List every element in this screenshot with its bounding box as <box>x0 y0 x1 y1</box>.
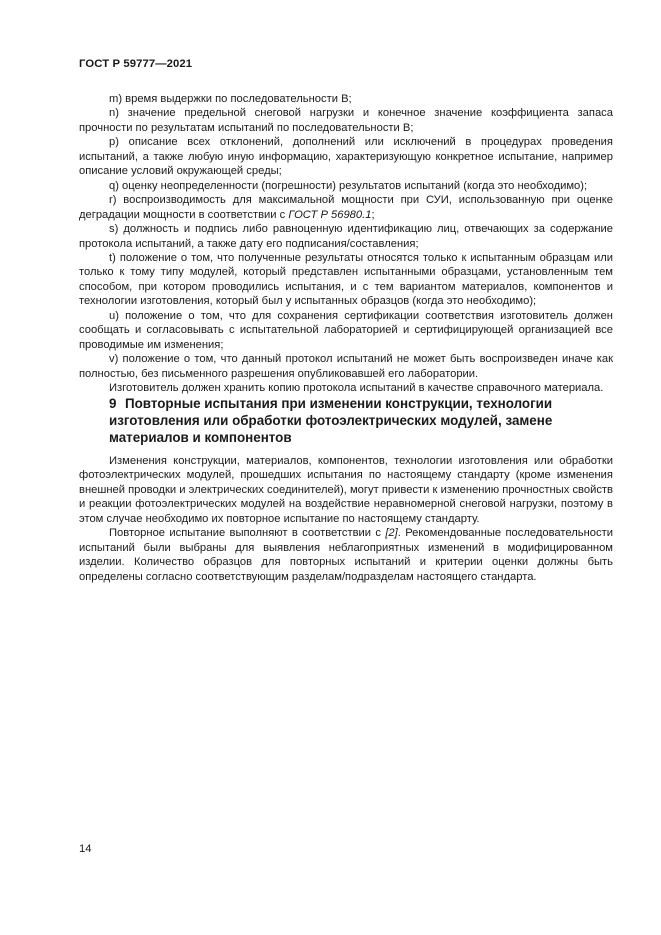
section-paragraph-1: Изменения конструкции, материалов, компонентов, технологии изготовления или обработки фотоэлектрических модулей, прошедших испытания по настоящему стандарту (кроме изменения внешней проводки и электрических соединителей), могут привести к изменению прочностных свойств и реакции фотоэлектрических модулей на воздействие неравномерной снеговой нагрузки, поэтому в этом случае необходимо их повторное испытание по настоящему стандарту. <box>79 455 613 525</box>
list-item-r-text: r) воспроизводимость для максимальной мощности при СУИ, использованную при оценке деградации мощности в соответствии с <box>79 194 613 221</box>
page-number: 14 <box>79 843 92 855</box>
list-item-n: n) значение предельной снеговой нагрузки и конечное значение коэффициента запаса прочности по результатам испытаний по последовательности В; <box>79 107 613 134</box>
closing-paragraph: Изготовитель должен хранить копию протокола испытаний в качестве справочного материала. <box>109 382 604 395</box>
list-item-v: v) положение о том, что данный протокол испытаний не может быть воспроизведен иначе как полностью, без письменного разрешения опубликовавшей его лаборатории. <box>79 353 613 380</box>
list-item-s: s) должность и подпись либо равноценную идентификацию лиц, отвечающих за содержание протокола испытаний, а также дату его подписания/составления; <box>79 223 613 250</box>
list-item-q: q) оценку неопределенности (погрешности) результатов испытаний (когда это необходимо); <box>109 179 588 192</box>
section-paragraph-2-rest: . Рекомендованные последовательности испытаний были выбраны для выявления неблагоприятных изменений в модифицированном изделии. Количество образцов для повторных испытаний и критерии оценки должны быть определены согласно соответствующим разделам/подразделам настоящего стандарта. <box>79 527 613 583</box>
section-heading <box>109 396 599 446</box>
standard-reference: ГОСТ Р 56980.1 <box>288 208 372 221</box>
list-item-u: u) положение о том, что для сохранения сертификации соответствия изготовитель должен сообщать и согласовывать с испытательной лабораторией и сертифицирующей организацией все проводимые им изменения; <box>79 309 613 351</box>
list-item-r-end: ; <box>371 208 375 221</box>
document-header: ГОСТ Р 59777—2021 <box>79 58 193 70</box>
section-number: 9 <box>109 396 117 411</box>
list-item-m: m) время выдержки по последовательности В; <box>109 93 352 105</box>
list-block <box>79 92 613 396</box>
list-item-p: p) описание всех отклонений, дополнений или исключений в процедурах проведения испытаний, а также любую иную информацию, характеризующую конкретное испытание, например описание условий окружающей среды; <box>79 136 613 178</box>
section-body <box>79 454 613 584</box>
list-item-r <box>79 193 613 222</box>
bibliography-reference: [2] <box>385 527 398 540</box>
section-paragraph-2-text: Повторное испытание выполняют в соответствии с <box>109 527 386 540</box>
section-paragraph-2 <box>79 526 613 584</box>
section-title: Повторные испытания при изменении конструкции, технологии изготовления или обработки фотоэлектрических модулей, замене материалов и компонентов <box>109 396 553 445</box>
list-item-t: t) положение о том, что полученные результаты относятся только к испытанным образцам или только к тому типу модулей, который представлен испытанными образцами, установленным тем способом, при котором проводились испытания, и с тем вариантом материалов, компонентов и технологии изготовления, который был у испытанных образцов (когда это необходимо); <box>79 251 613 308</box>
